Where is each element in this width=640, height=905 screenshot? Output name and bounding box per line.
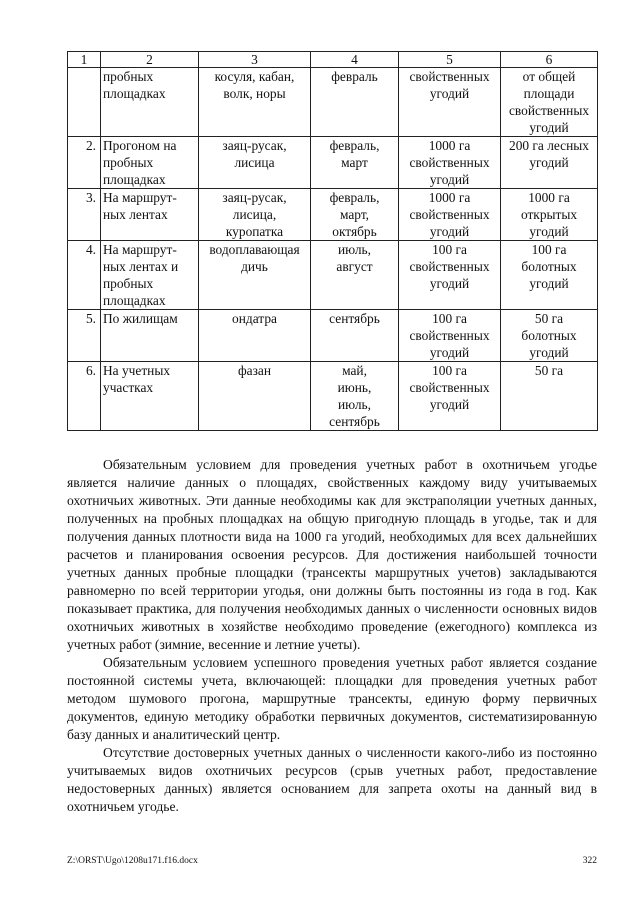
paragraph: Обязательным условием для проведения учетных работ в охотничьем угодье является наличие данных о площадях, свойственных каждому виду учитываемых охотничьих животных. Эти данные необходимы как для экстраполяции учетных данных, полученных на пробных площадках на общую пригодную площадь в угодье, так и для получения данных плотности вида на 1000 га угодий, необходимых для всех дальнейших расчетов и планирования освоения ресурсов. Для достижения наибольшей точности учетных данных пробные площадки (трансекты маршрутных учетов) закладываются равномерно по всей территории угодья, они должны быть постоянны из года в год. Как показывает практика, для получения необходимых данных о численности основных видов охотничьих животных в хозяйстве необходимо проведение (ежегодного) комплекса из учетных работ (зимние, весенние и летние учеты). [67,457,597,652]
cell-text-line: март [341,155,368,170]
cell-text-line: 100 га [432,311,467,326]
cell-text-line: пробных [103,155,154,170]
header-cell: 3 [199,52,311,68]
table-row [68,241,598,310]
table-cell-species [199,68,311,137]
cell-text-line: 1000 га [428,138,471,153]
cell-text-line: свойственных [409,380,490,395]
cell-text-line: октябрь [332,224,377,239]
cell-text-line: 50 га [534,363,564,378]
cell-text-line: 100 га [531,242,567,257]
header-cell: 4 [311,52,399,68]
table-cell-num [68,362,101,431]
cell-text-line: свойственных [409,155,490,170]
cell-text-line: июль, [338,242,371,257]
table-cell-species [199,189,311,241]
table-cell-period [311,68,399,137]
cell-text-line: 3. [85,190,96,205]
cell-text-line: февраль, [329,190,380,205]
table-cell-coverage [501,137,598,189]
cell-text-line: куропатка [225,224,284,239]
cell-text-line: участках [103,380,154,395]
table-cell-coverage [501,241,598,310]
cell-text-line: площадках [103,86,166,101]
table-row [68,137,598,189]
cell-text-line: февраль [331,69,378,84]
table-row [68,362,598,431]
table-cell-period [311,310,399,362]
cell-text-line: фазан [237,363,272,378]
table-cell-area [399,241,501,310]
cell-text-line: март, [339,207,370,222]
cell-text-line: Прогоном на [103,138,177,153]
table-cell-method [101,137,199,189]
cell-text-line: заяц-русак, [222,190,287,205]
cell-text-line: свойственных [409,328,490,343]
cell-text-line: На учетных [103,363,171,378]
cell-text-line: 2. [85,138,96,153]
table-cell-num [68,310,101,362]
cell-text-line: сентябрь [329,311,380,326]
table-row [68,68,598,137]
cell-text-line: май, [342,363,367,378]
table-cell-coverage [501,68,598,137]
cell-text-line: болотных [521,328,577,343]
cell-text-line: 200 га лесных [509,138,589,153]
cell-text-line: открытых [520,207,578,222]
table-cell-method [101,310,199,362]
table-cell-coverage [501,310,598,362]
cell-text-line: 5. [85,311,96,326]
page-number: 322 [582,856,597,866]
table-cell-coverage [501,362,598,431]
table-cell-species [199,310,311,362]
cell-text-line: На маршрут- [103,190,177,205]
cell-text-line: угодий [429,276,470,291]
cell-text-line: угодий [429,345,470,360]
table-cell-area [399,137,501,189]
cell-text-line: На маршрут- [103,242,177,257]
cell-text-line: свойственных [409,69,490,84]
cell-text-line: 6. [85,363,96,378]
cell-text-line: лисица, [232,207,277,222]
cell-text-line: ных лентах [103,207,168,222]
cell-text-line: дичь [241,259,268,274]
table-cell-period [311,241,399,310]
cell-text-line: ондатра [232,311,277,326]
census-methods-table [67,51,598,431]
table-cell-area [399,68,501,137]
cell-text-line: косуля, кабан, [214,69,295,84]
cell-text-line: ных лентах и [103,259,179,274]
table-row [68,310,598,362]
table-cell-species [199,362,311,431]
cell-text-line: площадках [103,293,166,308]
cell-text-line: заяц-русак, [222,138,287,153]
cell-text-line: сентябрь [329,414,380,429]
cell-text-line: февраль, [329,138,380,153]
paragraph: Обязательным условием успешного проведения учетных работ является создание постоянной системы учета, включающей: площадки для проведения учетных работ методом шумового прогона, маршрутные трансекты, единую форму первичных документов, единую методику обработки первичных документов, систематизированную базу данных и аналитический центр. [67,655,597,742]
cell-text-line: свойственных [409,207,490,222]
cell-text-line: июнь, [337,380,372,395]
cell-text-line: пробных [103,276,154,291]
table-cell-species [199,137,311,189]
cell-text-line: свойственных [508,103,590,118]
table-header-row [68,52,598,68]
header-cell: 5 [399,52,501,68]
cell-text-line: угодий [429,224,470,239]
file-path: Z:\ORST\Ugo\1208u171.f16.docx [67,856,198,866]
paragraph: Отсутствие достоверных учетных данных о численности какого-либо из постоянно учитываемых видов охотничьих ресурсов (срыв учетных работ, предоставление недостоверных данных) является основанием для запрета охоты на данный вид в охотничьем угодье. [67,745,597,814]
header-cell: 1 [68,52,101,68]
cell-text-line: угодий [429,172,470,187]
cell-text-line: угодий [529,224,569,239]
cell-text-line: свойственных [409,259,490,274]
cell-text-line: угодий [529,345,569,360]
table-cell-area [399,310,501,362]
cell-text-line: площади [523,86,575,101]
cell-text-line: угодий [529,276,569,291]
page-footer [67,855,597,867]
body-text [67,456,597,816]
cell-text-line: июль, [338,397,371,412]
cell-text-line: 50 га [534,311,564,326]
table-cell-num [68,68,101,137]
cell-text-line: 100 га [432,363,467,378]
cell-text-line: угодий [429,86,470,101]
table-cell-num [68,137,101,189]
table-body [68,52,598,431]
cell-text-line: пробных [103,69,154,84]
cell-text-line: август [336,259,373,274]
table-cell-species [199,241,311,310]
cell-text-line: угодий [529,120,569,135]
cell-text-line: 1000 га [428,190,471,205]
table-cell-num [68,241,101,310]
cell-text-line: угодий [429,397,470,412]
table-cell-period [311,137,399,189]
table-cell-area [399,362,501,431]
table-cell-method [101,362,199,431]
cell-text-line: 100 га [432,242,467,257]
table-cell-period [311,189,399,241]
table-cell-num [68,189,101,241]
cell-text-line: водоплавающая [209,242,300,257]
table-cell-method [101,68,199,137]
table-cell-period [311,362,399,431]
cell-text-line: лисица [234,155,275,170]
cell-text-line: По жилищам [103,311,178,326]
table-row [68,189,598,241]
cell-text-line: 4. [85,242,96,257]
cell-text-line: волк, норы [223,86,286,101]
cell-text-line: болотных [521,259,577,274]
table-cell-method [101,241,199,310]
cell-text-line: площадках [103,172,166,187]
header-cell: 2 [101,52,199,68]
table-cell-area [399,189,501,241]
table-cell-coverage [501,189,598,241]
cell-text-line: от общей [522,69,576,84]
table-cell-method [101,189,199,241]
header-cell: 6 [501,52,598,68]
cell-text-line: 1000 га [528,190,570,205]
cell-text-line: угодий [529,155,569,170]
